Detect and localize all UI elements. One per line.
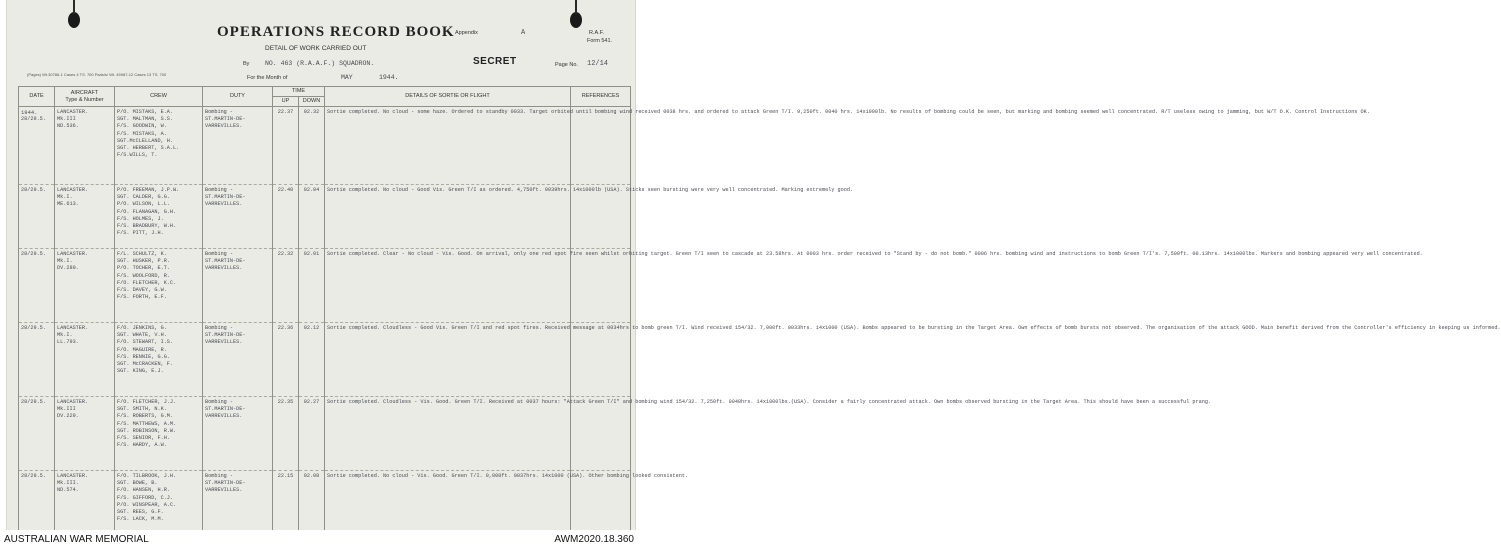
entry-duty-line: VARREVILLES. <box>205 487 243 494</box>
entry-time-down: 02.32 <box>299 107 325 185</box>
entry-crew-line: F/S. HARDY, A.W. <box>117 442 167 449</box>
col-date-header: DATE <box>19 87 55 107</box>
entry-date-cell <box>19 397 55 471</box>
entry-crew-line: F/O. FLANAGAN, G.H. <box>117 208 177 215</box>
entry-duty-line: Bombing - <box>205 399 234 405</box>
entry-duty-line: VARREVILLES. <box>205 201 243 208</box>
entry-crew-line: P/O. WILSON, L.L. <box>117 201 170 208</box>
entry-aircraft-line: Mk.III <box>57 116 76 123</box>
entry-time-up: 22.32 <box>273 249 299 323</box>
footer-accession-number: AWM2020.18.360 <box>554 534 634 545</box>
entry-aircraft-line: LANCASTER. <box>57 473 89 479</box>
entry-crew-line: F/O. STEWART, I.S. <box>117 339 174 346</box>
entry-aircraft-line: LL.793. <box>57 339 79 346</box>
entry-time-down: 02.01 <box>299 249 325 323</box>
entry-aircraft-line: Mk.I. <box>57 258 73 265</box>
entry-aircraft-line: ND.574. <box>57 487 79 494</box>
entry-duty-line: ST.MARTIN-DE- <box>205 332 246 339</box>
raf-form-number: Form 541. <box>587 38 613 44</box>
entry-details: Sortie completed. No cloud - Vis. Good. Green T/I. 9,000ft. 0037hrs. 14x1000 (USA). Other bombing looked consistent. <box>325 471 571 543</box>
entry-duty-cell <box>203 249 273 323</box>
entry-time-down: 02.12 <box>299 323 325 397</box>
entry-crew-cell <box>115 249 203 323</box>
month-value: MAY <box>341 74 353 81</box>
printer-imprint: (Pages) Wt.30786-1 Cases 4 TS. 700 Pads/s/ Wt. 45987-12 Cases 13 TS. 700 <box>27 72 167 77</box>
entry-time-up: 22.35 <box>273 397 299 471</box>
entry-crew-line: SGT. REES, G.F. <box>117 509 164 516</box>
entry-date: 28/29.5. <box>21 187 46 193</box>
entry-duty-line: Bombing - <box>205 251 234 257</box>
entry-aircraft-line: Mk.III. <box>57 480 79 487</box>
entry-date-cell <box>19 249 55 323</box>
entry-aircraft-line: Mk.I. <box>57 332 73 339</box>
entry-crew-line: F/S. BRADBURY, W.H. <box>117 223 177 230</box>
entry-date-cell <box>19 107 55 185</box>
entry-crew-line: P/O. MISTAKS, E.A. <box>117 109 174 115</box>
entry-duty-line: VARREVILLES. <box>205 339 243 346</box>
entry-aircraft-cell <box>55 185 115 249</box>
entry-crew-line: F/O. TILBROOK, J.H. <box>117 473 177 479</box>
col-duty-header: DUTY <box>203 87 273 107</box>
entry-date: 28/29.5. <box>21 116 46 123</box>
entry-duty-line: Bombing - <box>205 473 234 479</box>
entry-crew-line: F/O. MAGUIRE, R. <box>117 346 167 353</box>
col-up-header: UP <box>273 97 299 107</box>
entry-crew-line: F/L. SCHULTZ, K. <box>117 251 167 257</box>
col-crew-header: CREW <box>115 87 203 107</box>
entry-aircraft-line: LANCASTER. <box>57 399 89 405</box>
entry-duty-cell <box>203 107 273 185</box>
entry-time-down: 02.08 <box>299 471 325 543</box>
entry-duty-line: ST.MARTIN-DE- <box>205 194 246 201</box>
entry-time-up: 22.15 <box>273 471 299 543</box>
entry-crew-line: F/S. ROBERTS, G.M. <box>117 413 174 420</box>
entry-aircraft-cell <box>55 249 115 323</box>
entry-crew-line: SGT. WHATE, V.H. <box>117 332 167 339</box>
col-references-header: REFERENCES <box>571 87 631 107</box>
entry-aircraft-line: ME.613. <box>57 201 79 208</box>
entry-duty-cell <box>203 185 273 249</box>
entry-duty-line: ST.MARTIN-DE- <box>205 406 246 413</box>
entry-crew-line: F/O. FLETCHER, J.J. <box>117 399 177 405</box>
entry-duty-line: VARREVILLES. <box>205 265 243 272</box>
squadron-name: NO. 463 (R.A.A.F.) SQUADRON. <box>265 60 375 67</box>
entry-aircraft-cell <box>55 107 115 185</box>
entry-crew-line: SGT. CALDER, G.G. <box>117 194 170 201</box>
entry-row <box>19 107 631 185</box>
entry-crew-line: F/S. WOOLFORD, R. <box>117 272 170 279</box>
entry-aircraft-line: LANCASTER. <box>57 251 89 257</box>
by-label: By <box>243 61 250 67</box>
entry-year: 1944. <box>21 109 38 116</box>
entry-crew-line: F/O. FLETCHER, K.C. <box>117 279 177 286</box>
entry-date: 28/29.5. <box>21 325 46 331</box>
entry-time-down: 02.04 <box>299 185 325 249</box>
footer-institution: AUSTRALIAN WAR MEMORIAL <box>4 534 149 545</box>
entry-row <box>19 323 631 397</box>
entry-crew-line: F/O. JENKINS, G. <box>117 325 167 331</box>
entry-crew-line: P/O. TOCHER, E.T. <box>117 265 170 272</box>
col-details-header: DETAILS OF SORTIE OR FLIGHT <box>325 87 571 107</box>
entry-duty-line: VARREVILLES. <box>205 123 243 130</box>
entry-crew-line: F/S. GIFFORD, C.J. <box>117 494 174 501</box>
entries-body <box>19 107 1501 543</box>
entry-crew-line: F/S. LACK, M.M. <box>117 516 164 523</box>
entry-duty-line: Bombing - <box>205 109 234 115</box>
entry-aircraft-line: LANCASTER. <box>57 109 89 115</box>
entry-aircraft-line: Mk.I. <box>57 194 73 201</box>
entry-duty-cell <box>203 323 273 397</box>
entry-crew-line: P/O. FREEMAN, J.P.W. <box>117 187 180 193</box>
page-subtitle: DETAIL OF WORK CARRIED OUT <box>265 45 367 52</box>
entry-crew-line: P/O. WINSPEAR, A.C. <box>117 501 177 508</box>
entry-duty-line: Bombing - <box>205 325 234 331</box>
entry-row <box>19 185 631 249</box>
entry-aircraft-cell <box>55 397 115 471</box>
archive-footer <box>0 530 640 549</box>
entry-crew-cell <box>115 323 203 397</box>
entry-aircraft-line: LANCASTER. <box>57 187 89 193</box>
entry-aircraft-cell <box>55 323 115 397</box>
entry-aircraft-line: LANCASTER. <box>57 325 89 331</box>
page-number-value: 12/14 <box>587 60 609 68</box>
entry-duty-line: ST.MARTIN-DE- <box>205 258 246 265</box>
entry-crew-line: SGT. MALTMAN, S.S. <box>117 116 174 123</box>
entry-crew-line: SGT. BOWE, B. <box>117 480 158 487</box>
secret-stamp: SECRET <box>473 56 517 67</box>
entry-crew-line: F/S. DAVEY, G.W. <box>117 287 167 294</box>
month-label: For the Month of <box>247 75 288 81</box>
entry-row <box>19 397 631 471</box>
entry-references <box>571 185 631 249</box>
entry-details: Sortie completed. Cloudless - Good Vis. Green T/I and red spot fires. Received message at 0034hrs to bomb green T/I. Wind received 154/32. 7,000ft. 0033hrs. 14x1000 (USA). Bombs appeared to be bursting in the Target Area. Own effects of bomb bursts not observed. The organisation of the attack GOOD. Main benefit derived from the Controller's efficiency in keeping us informed. <box>325 323 571 397</box>
entry-date-cell <box>19 323 55 397</box>
entry-crew-line: F/S. MATTHEWS, A.M. <box>117 420 177 427</box>
entry-references <box>571 249 631 323</box>
entry-crew-line: SGT. ROBINSON, R.W. <box>117 427 177 434</box>
entry-details: Sortie completed. No cloud - Good Vis. Green T/I as ordered. 4,750ft. 0039hrs. 14x1000lb (USA). Sticks seen bursting were very well concentrated. Marking extremely good. <box>325 185 571 249</box>
entry-row <box>19 249 631 323</box>
entry-date-cell <box>19 185 55 249</box>
appendix-value: A <box>521 29 526 37</box>
entry-crew-line: SGT. McCRACKEN, F. <box>117 361 174 368</box>
entry-date: 28/29.5. <box>21 399 46 405</box>
entry-time-up: 22.37 <box>273 107 299 185</box>
entry-crew-line: F/O. HANSEN, H.R. <box>117 487 170 494</box>
punch-hole-left <box>68 12 80 28</box>
page-title: OPERATIONS RECORD BOOK <box>217 24 455 40</box>
punch-hole-right <box>570 12 582 28</box>
entry-duty-line: ST.MARTIN-DE- <box>205 116 246 123</box>
entry-crew-cell <box>115 185 203 249</box>
entry-crew-line: F/S. GOODWIN, W. <box>117 123 167 130</box>
page-number-label: Page No. <box>555 62 578 68</box>
entry-date: 28/29.5. <box>21 251 46 257</box>
entry-crew-line: F/S. PITT, J.H. <box>117 230 164 237</box>
entry-aircraft-line: Mk.III <box>57 406 76 413</box>
entry-references <box>571 107 631 185</box>
entry-crew-line: F/S. HOLMES, J. <box>117 215 164 222</box>
entry-time-up: 22.36 <box>273 323 299 397</box>
entry-crew-cell <box>115 107 203 185</box>
entry-crew-line: SGT. HUSKER, P.R. <box>117 258 170 265</box>
entry-crew-line: SGT.McCLELLAND, H. <box>117 137 174 144</box>
entry-details: Sortie completed. Clear - No cloud - Vis. Good. On arrival, only one red spot fire seen whilst orbiting target. Green T/I seen to cascade at 23.58hrs. At 0003 hrs. order received to "Stand by - do not bomb." 0006 hrs. bombing wind and instructions to bomb Green T/I's. 7,500ft. 00.13hrs. 14x1000lbs. Markers and bombing appeared very well concentrated. <box>325 249 571 323</box>
entry-aircraft-line: DV.229. <box>57 413 79 420</box>
entry-crew-line: F/S.WILLS, T. <box>117 152 158 159</box>
entry-crew-line: F/S. MISTAKS, A. <box>117 130 167 137</box>
entry-crew-line: F/S. RENNIE, G.G. <box>117 353 170 360</box>
entry-aircraft-line: ND.536. <box>57 123 79 130</box>
entry-details: Sortie completed. No cloud - some haze. Ordered to standby 0033. Target orbited until bombing wind received 0038 hrs. and ordered to attack Green T/I. 9,250ft. 0040 hrs. 14x1000lb. No results of bombing could be seen, but marking and bombing seemed well concentrated. R/T useless owing to jamming, but W/T O.K. Control Instructions OK. <box>325 107 571 185</box>
entry-references <box>571 323 631 397</box>
entry-crew-line: SGT. SMITH, N.K. <box>117 406 167 413</box>
entry-duty-line: ST.MARTIN-DE- <box>205 480 246 487</box>
entry-crew-cell <box>115 397 203 471</box>
col-aircraft-header: AIRCRAFT Type & Number <box>55 87 115 107</box>
entry-aircraft-line: DV.280. <box>57 265 79 272</box>
appendix-label: Appendix <box>455 30 478 36</box>
entry-crew-line: SGT. HERBERT, S.A.L. <box>117 145 180 152</box>
entry-duty-line: VARREVILLES. <box>205 413 243 420</box>
entry-crew-line: F/S. SENIOR, F.H. <box>117 435 170 442</box>
entry-crew-line: SGT. KING, E.J. <box>117 368 164 375</box>
entry-crew-line: F/S. FORTH, E.F. <box>117 294 167 301</box>
entry-time-down: 02.27 <box>299 397 325 471</box>
entry-details: Sortie completed. Cloudless - Vis. Good. Green T/I. Received at 0037 hours: "Attack Green T/I" and bombing wind 154/32. 7,250ft. 0040hrs. 14x1000lbs.(USA). Consider a fairly concentrated attack. Own bombs observed bursting in the Target Area. This should have been a successful prang. <box>325 397 571 471</box>
entry-date: 28/29.5. <box>21 473 46 479</box>
entry-duty-line: Bombing - <box>205 187 234 193</box>
raf-label: R.A.F. <box>589 30 604 36</box>
entry-references <box>571 397 631 471</box>
col-time-header: TIME <box>273 87 325 97</box>
col-down-header: DOWN <box>299 97 325 107</box>
operations-table <box>18 86 1501 543</box>
year-value: 1944. <box>379 74 399 81</box>
entry-time-up: 22.40 <box>273 185 299 249</box>
entry-duty-cell <box>203 397 273 471</box>
